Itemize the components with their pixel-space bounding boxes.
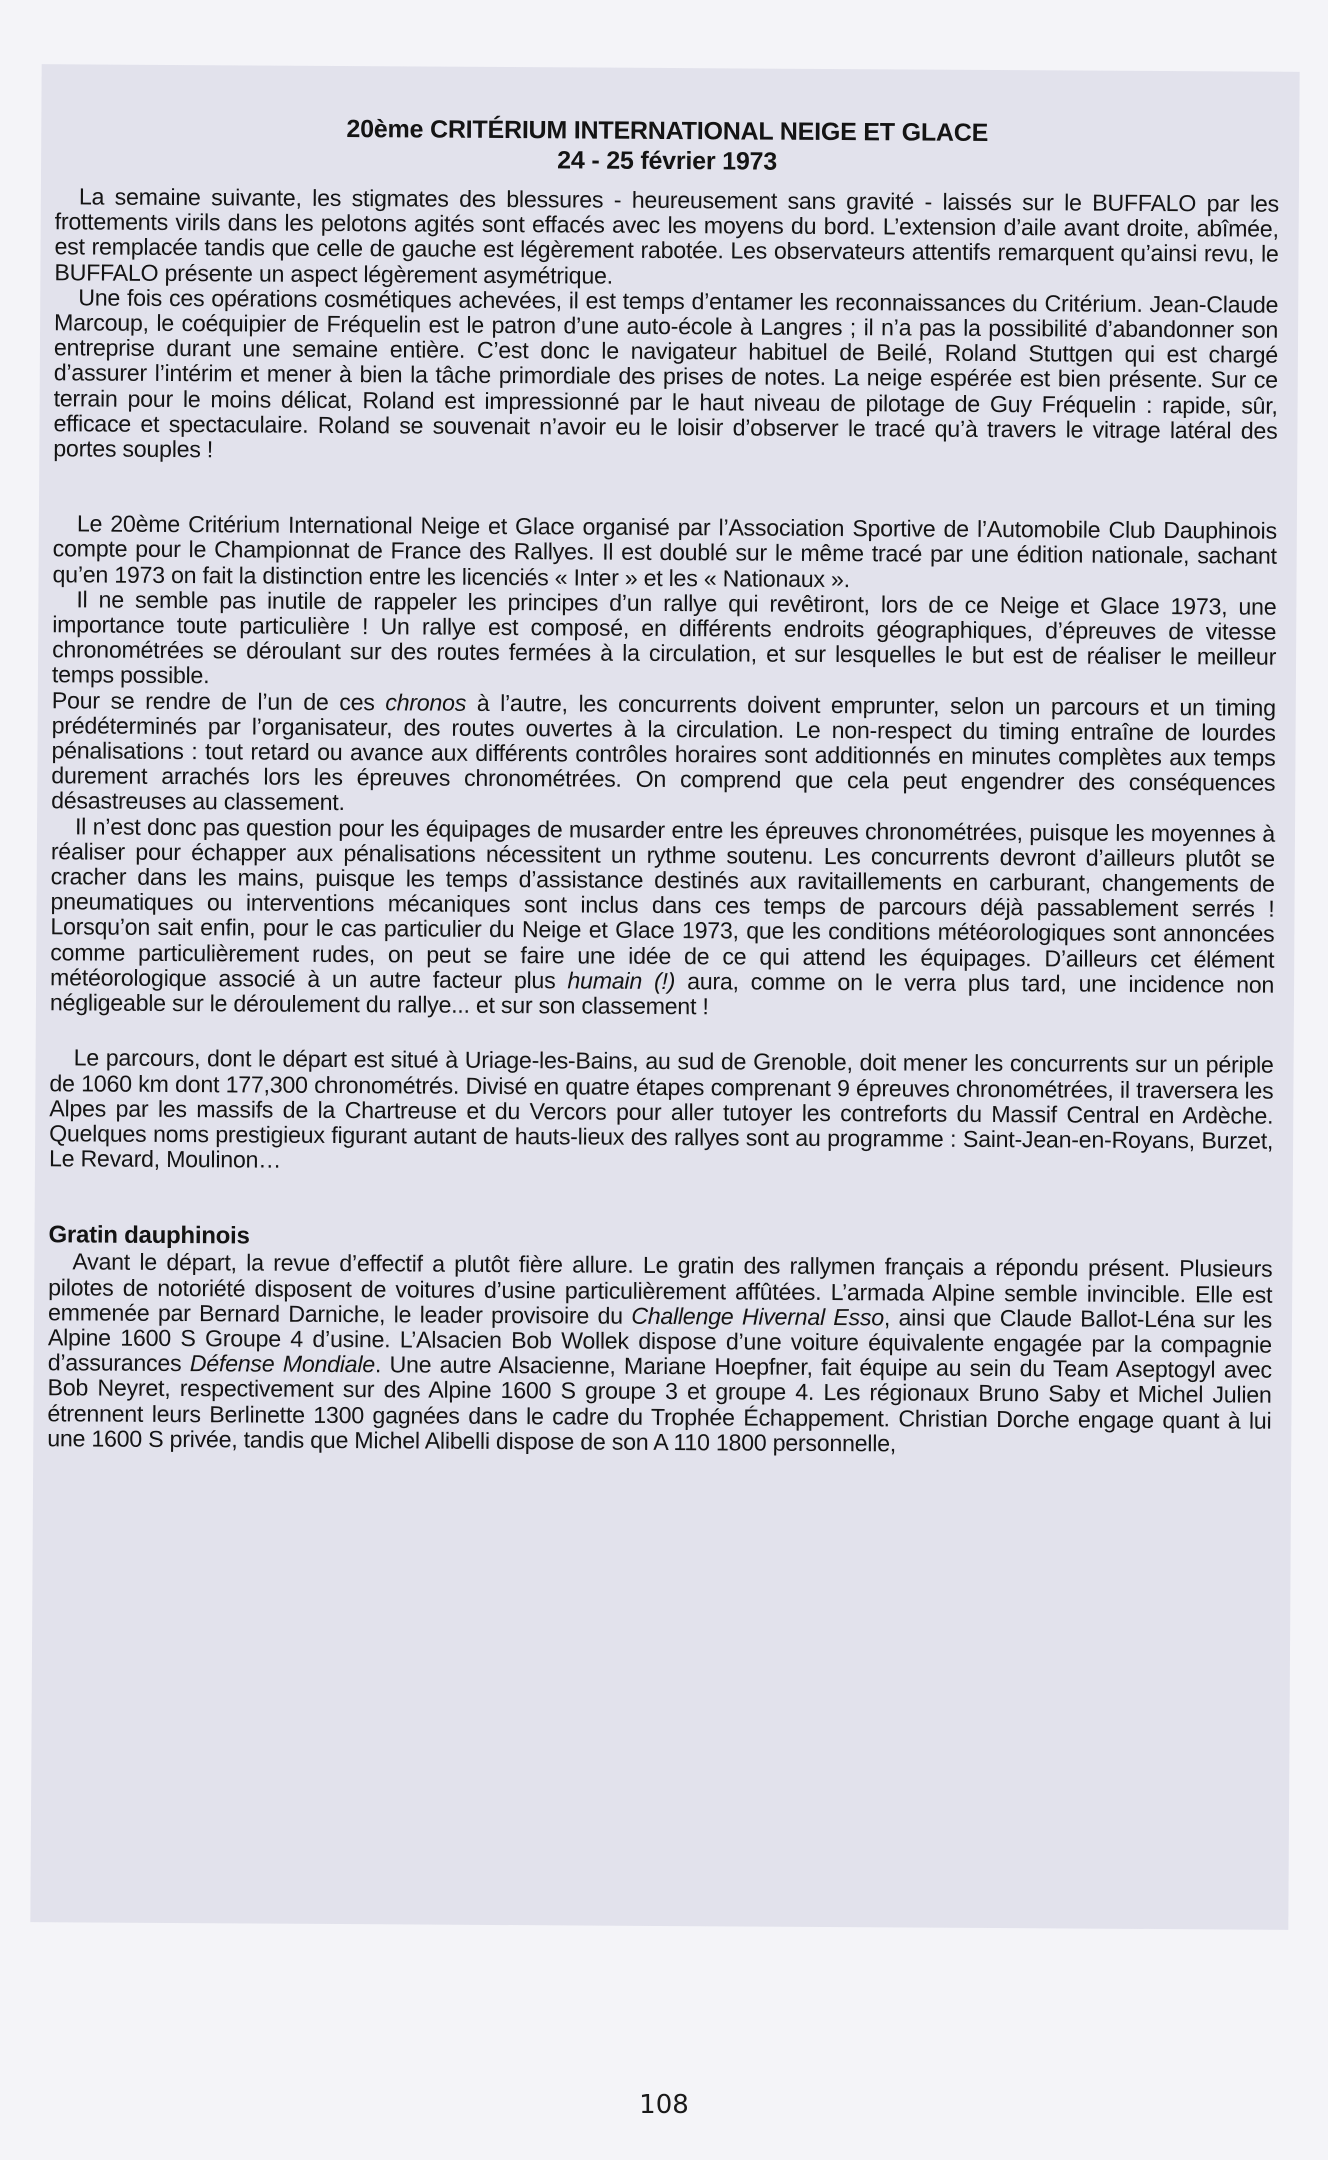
italic-run: Défense Mondiale xyxy=(189,1350,376,1378)
paragraph: Il ne semble pas inutile de rappeler les principes d’un rallye qui revêtiront, lors de ce Neige et Glace 1973, une importance toute particulière ! Un rallye est composé, en différents endroits géographiques, d’épreuves de vitesse chronométrées se déroulant sur des routes fermées à la circulation, et sur lesquelles le but est de réaliser le meilleur temps possible. xyxy=(51,586,1277,689)
title-date: 24 - 25 février 1973 xyxy=(557,146,778,176)
title-line-1: 20ème CRITÉRIUM INTERNATIONAL NEIGE ET GLACE xyxy=(346,115,989,147)
paragraph xyxy=(47,1250,1272,1459)
paragraph: Une fois ces opérations cosmétiques achevées, il est temps d’entamer les reconnaissances du Critérium. Jean-Claude Marcoup, le coéquipier de Fréquelin est le patron d’une auto-école à Langres ; il n’a pas la possibilité d’abandonner son entreprise durant une semaine entière. C’est donc le navigateur habituel de Beilé, Roland Stuttgen qui est chargé d’assurer l’intérim et mener à bien la tâche primordiale des prises de notes. La neige espérée est bien présente. Sur ce terrain pour le moins délicat, Roland est impressionné par le haut niveau de pilotage de Guy Fréquelin : rapide, sûr, efficace et spectaculaire. Roland se souvenait n’avoir eu le loisir d’observer le tracé qu’à travers le vitrage latéral des portes souples ! xyxy=(53,284,1279,463)
paragraph: Le 20ème Critérium International Neige et Glace organisé par l’Association Sportive de l’Automobile Club Dauphinois compte pour le Championnat de France des Rallyes. Il est doublé sur le même tracé par une édition nationale, sachant qu’en 1973 on fait la distinction entre les licenciés « Inter » et les « Nationaux ». xyxy=(52,510,1277,592)
text-run: à l’autre, les concurrents doivent emprunter, selon un parcours et un timing prédéterminés par l’organisateur, des routes ouvertes à la circulation. Le non-respect du timing entraîne de lourdes pénalisations : tout retard ou avance aux différents contrôles horaires sont additionnés en minutes complètes aux temps durement arrachés lors les épreuves chronométrées. On comprend que cela peut engendrer des conséquences désastreuses au classement. xyxy=(51,689,1276,816)
paragraph: Le parcours, dont le départ est situé à Uriage-les-Bains, au sud de Grenoble, doit mener les concurrents sur un périple de 1060 km dont 177,300 chronométrés. Divisé en quatre étapes comprenant 9 épreuves chronométrées, il traversera les Alpes par les massifs de la Chartreuse et du Vercors pour aller tutoyer les contreforts du Massif Central en Ardèche. Quelques noms prestigieux figurant autant de hauts-lieux des rallyes sont au programme : Saint-Jean-en-Royans, Burzet, Le Revard, Moulinon… xyxy=(48,1044,1274,1173)
article-body xyxy=(47,184,1279,1458)
article-panel xyxy=(30,64,1299,1930)
page-number: 108 xyxy=(639,2090,689,2120)
text-run: Avant le départ, la revue d’effectif a plutôt fière allure. Le gratin des rallymen français a répondu présent. Plusieurs pilotes de notoriété disposent de voitures d’usine particulièrement affûtées. L’armada Alpine semble invincible. Elle est emmenée par Bernard Darniche, le leader provisoire du xyxy=(47,1248,1273,1329)
section-heading: Gratin dauphinois xyxy=(48,1221,250,1250)
paragraph: La semaine suivante, les stigmates des blessures - heureusement sans gravité - laissés sur le BUFFALO par les frottements virils dans les pelotons agités sont effacés avec les moyens du bord. L’extension d’aile avant droite, abîmée, est remplacée tandis que celle de gauche est légèrement rabotée. Les observateurs attentifs remarquent qu’ainsi revu, le BUFFALO présente un aspect légèrement asymétrique. xyxy=(54,183,1279,289)
text-run: Il n’est donc pas question pour les équipages de musarder entre les épreuves chronométrées, puisque les moyennes à réaliser pour échapper aux pénalisations nécessitent un rythme soutenu. Les concurrents devront d’ailleurs plutôt se cracher dans les mains, puisque les temps d’assistance destinés aux ravitaillements en carburant, changements de pneumatiques ou interventions mécaniques sont inclus dans ces temps de parcours déjà passablement serrés ! Lorsqu’on sait enfin, pour le cas particulier du Neige et Glace 1973, que les conditions météorologiques sont annoncées comme particulièrement rudes, on peut se faire une idée de ce qui attend les équipages. D’ailleurs cet élément météorologique associé à un autre facteur plus xyxy=(50,813,1276,994)
paragraph xyxy=(51,688,1276,821)
text-run: , ainsi que Claude Ballot-Léna sur les Alpine 1600 S Groupe 4 d’usine. L’Alsacien Bob Wollek dispose d’une voiture équivalente engagée par la compagnie d’assurances xyxy=(47,1304,1273,1377)
paragraph xyxy=(50,814,1275,1023)
italic-run: humain (!) xyxy=(567,967,676,994)
italic-run: Challenge Hivernal Esso xyxy=(631,1302,885,1331)
text-run: . Une autre Alsacienne, Mariane Hoepfner, fait équipe au sein du Team Aseptogyl avec Bob Neyret, respectivement sur des Alpine 1600 S groupe 3 et groupe 4. Les régionaux Bruno Saby et Michel Julien étrennent leurs Berlinette 1300 gagnées dans le cadre du Trophée Échappement. Christian Dorche engage quant à lui une 1600 S privée, tandis que Michel Alibelli dispose de son A 110 1800 personnelle, xyxy=(47,1351,1272,1457)
text-run: aura, comme on le verra plus tard, une incidence non négligeable sur le déroulement du rallye... et sur son classement ! xyxy=(49,967,1275,1020)
article-title xyxy=(55,112,1279,179)
italic-run: chronos xyxy=(385,688,467,716)
text-run: Pour se rendre de l’un de ces xyxy=(51,686,386,715)
